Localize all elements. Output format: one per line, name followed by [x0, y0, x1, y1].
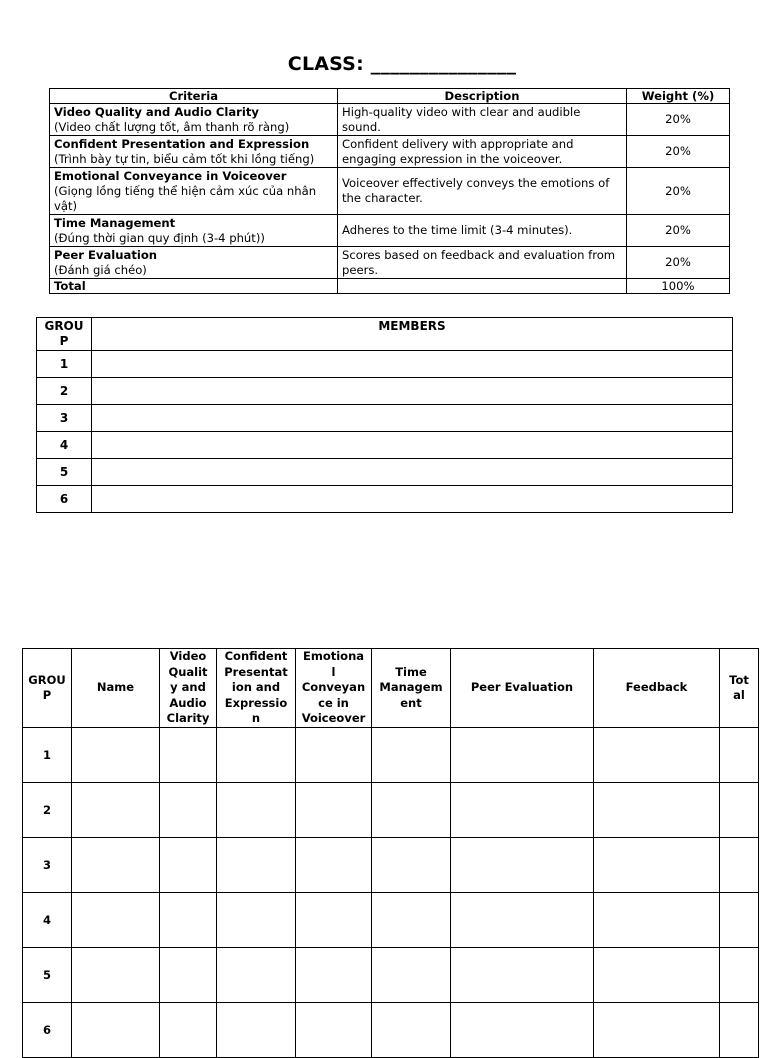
score-row — [23, 728, 759, 783]
score-row — [23, 893, 759, 948]
description-cell: High-quality video with clear and audible sound. — [338, 104, 627, 136]
score-cell[interactable] — [160, 838, 217, 893]
score-cell[interactable] — [296, 893, 372, 948]
score-cell[interactable] — [296, 728, 372, 783]
members-row — [37, 459, 733, 486]
total-description — [338, 279, 627, 294]
group-number: 6 — [37, 486, 92, 513]
score-cell[interactable] — [217, 728, 296, 783]
feedback-cell[interactable] — [594, 838, 720, 893]
rubric-row — [50, 104, 730, 136]
score-cell[interactable] — [451, 948, 594, 1003]
group-number: 3 — [23, 838, 72, 893]
score-cell[interactable] — [296, 783, 372, 838]
score-cell[interactable] — [372, 838, 451, 893]
weight-cell: 20% — [627, 247, 730, 279]
criteria-title: Confident Presentation and Expression — [54, 136, 310, 151]
rubric-row — [50, 136, 730, 168]
weight-header: Weight (%) — [627, 89, 730, 104]
criteria-subtitle: (Đúng thời gian quy định (3-4 phút)) — [54, 230, 265, 245]
feedback-cell[interactable] — [594, 893, 720, 948]
score-cell[interactable] — [217, 783, 296, 838]
criteria-cell — [50, 104, 338, 136]
confident-presentation-header: Confident Presentat ion and Expressio n — [217, 649, 296, 728]
criteria-subtitle: (Video chất lượng tốt, âm thanh rõ ràng) — [54, 119, 290, 134]
group-number: 2 — [23, 783, 72, 838]
score-row — [23, 948, 759, 1003]
score-cell[interactable] — [160, 948, 217, 1003]
total-cell[interactable] — [720, 728, 759, 783]
score-cell[interactable] — [372, 1003, 451, 1058]
group-header: GROU P — [37, 318, 92, 351]
total-header: Tot al — [720, 649, 759, 728]
members-row — [37, 432, 733, 459]
score-cell[interactable] — [217, 948, 296, 1003]
score-table — [22, 648, 759, 1058]
criteria-subtitle: (Trình bày tự tin, biểu cảm tốt khi lồng tiếng) — [54, 151, 315, 166]
score-cell[interactable] — [160, 893, 217, 948]
feedback-cell[interactable] — [594, 1003, 720, 1058]
group-number: 6 — [23, 1003, 72, 1058]
video-quality-header: Video Qualit y and Audio Clarity — [160, 649, 217, 728]
criteria-header: Criteria — [50, 89, 338, 104]
members-cell[interactable] — [92, 432, 733, 459]
criteria-subtitle: (Đánh giá chéo) — [54, 262, 147, 277]
name-cell[interactable] — [72, 783, 160, 838]
name-cell[interactable] — [72, 728, 160, 783]
class-title: CLASS: _______________ — [287, 53, 517, 75]
rubric-row — [50, 247, 730, 279]
members-cell[interactable] — [92, 459, 733, 486]
name-cell[interactable] — [72, 1003, 160, 1058]
score-cell[interactable] — [296, 1003, 372, 1058]
members-header-row — [37, 318, 733, 351]
criteria-title: Peer Evaluation — [54, 247, 158, 262]
criteria-subtitle: (Giọng lồng tiếng thể hiện cảm xúc của nhân vật) — [54, 183, 317, 213]
members-cell[interactable] — [92, 378, 733, 405]
score-cell[interactable] — [296, 948, 372, 1003]
score-row — [23, 838, 759, 893]
score-row — [23, 783, 759, 838]
peer-evaluation-header: Peer Evaluation — [451, 649, 594, 728]
description-cell: Voiceover effectively conveys the emotions of the character. — [338, 168, 627, 215]
members-row — [37, 351, 733, 378]
members-cell[interactable] — [92, 486, 733, 513]
criteria-title: Video Quality and Audio Clarity — [54, 104, 259, 119]
score-cell[interactable] — [372, 783, 451, 838]
total-weight: 100% — [627, 279, 730, 294]
score-cell[interactable] — [160, 783, 217, 838]
score-cell[interactable] — [372, 893, 451, 948]
members-header: MEMBERS — [92, 318, 733, 351]
name-cell[interactable] — [72, 893, 160, 948]
criteria-cell — [50, 168, 338, 215]
name-cell[interactable] — [72, 948, 160, 1003]
rubric-row — [50, 215, 730, 247]
score-cell[interactable] — [217, 1003, 296, 1058]
members-cell[interactable] — [92, 351, 733, 378]
weight-cell: 20% — [627, 168, 730, 215]
criteria-cell — [50, 136, 338, 168]
score-cell[interactable] — [372, 948, 451, 1003]
score-cell[interactable] — [372, 728, 451, 783]
score-cell[interactable] — [217, 893, 296, 948]
group-number: 4 — [37, 432, 92, 459]
score-cell[interactable] — [160, 1003, 217, 1058]
criteria-title: Time Management — [54, 215, 176, 230]
criteria-cell — [50, 247, 338, 279]
members-table — [36, 317, 733, 513]
group-number: 3 — [37, 405, 92, 432]
description-cell: Adheres to the time limit (3-4 minutes). — [338, 215, 627, 247]
name-header: Name — [72, 649, 160, 728]
time-management-header: Time Managem ent — [372, 649, 451, 728]
rubric-total-row — [50, 279, 730, 294]
group-number: 4 — [23, 893, 72, 948]
score-cell[interactable] — [451, 1003, 594, 1058]
score-cell[interactable] — [451, 728, 594, 783]
group-number: 2 — [37, 378, 92, 405]
weight-cell: 20% — [627, 136, 730, 168]
feedback-cell[interactable] — [594, 728, 720, 783]
score-cell[interactable] — [451, 783, 594, 838]
group-number: 1 — [37, 351, 92, 378]
score-header-row — [23, 649, 759, 728]
description-cell: Scores based on feedback and evaluation from peers. — [338, 247, 627, 279]
total-cell[interactable] — [720, 1003, 759, 1058]
members-row — [37, 486, 733, 513]
emotional-conveyance-header: Emotiona l Conveyan ce in Voiceover — [296, 649, 372, 728]
total-cell[interactable] — [720, 838, 759, 893]
group-number: 5 — [37, 459, 92, 486]
score-cell[interactable] — [296, 838, 372, 893]
total-cell[interactable] — [720, 783, 759, 838]
score-cell[interactable] — [451, 838, 594, 893]
group-number: 1 — [23, 728, 72, 783]
members-row — [37, 378, 733, 405]
feedback-cell[interactable] — [594, 783, 720, 838]
description-header: Description — [338, 89, 627, 104]
score-cell[interactable] — [160, 728, 217, 783]
name-cell[interactable] — [72, 838, 160, 893]
criteria-title: Emotional Conveyance in Voiceover — [54, 168, 287, 183]
total-label: Total — [50, 279, 338, 294]
total-cell[interactable] — [720, 948, 759, 1003]
description-cell: Confident delivery with appropriate and engaging expression in the voiceover. — [338, 136, 627, 168]
weight-cell: 20% — [627, 215, 730, 247]
criteria-cell — [50, 215, 338, 247]
score-row — [23, 1003, 759, 1058]
total-cell[interactable] — [720, 893, 759, 948]
rubric-header-row — [50, 89, 730, 104]
group-header: GROU P — [23, 649, 72, 728]
score-cell[interactable] — [451, 893, 594, 948]
feedback-header: Feedback — [594, 649, 720, 728]
group-number: 5 — [23, 948, 72, 1003]
feedback-cell[interactable] — [594, 948, 720, 1003]
members-row — [37, 405, 733, 432]
score-cell[interactable] — [217, 838, 296, 893]
weight-cell: 20% — [627, 104, 730, 136]
rubric-table — [49, 88, 730, 294]
rubric-row — [50, 168, 730, 215]
members-cell[interactable] — [92, 405, 733, 432]
